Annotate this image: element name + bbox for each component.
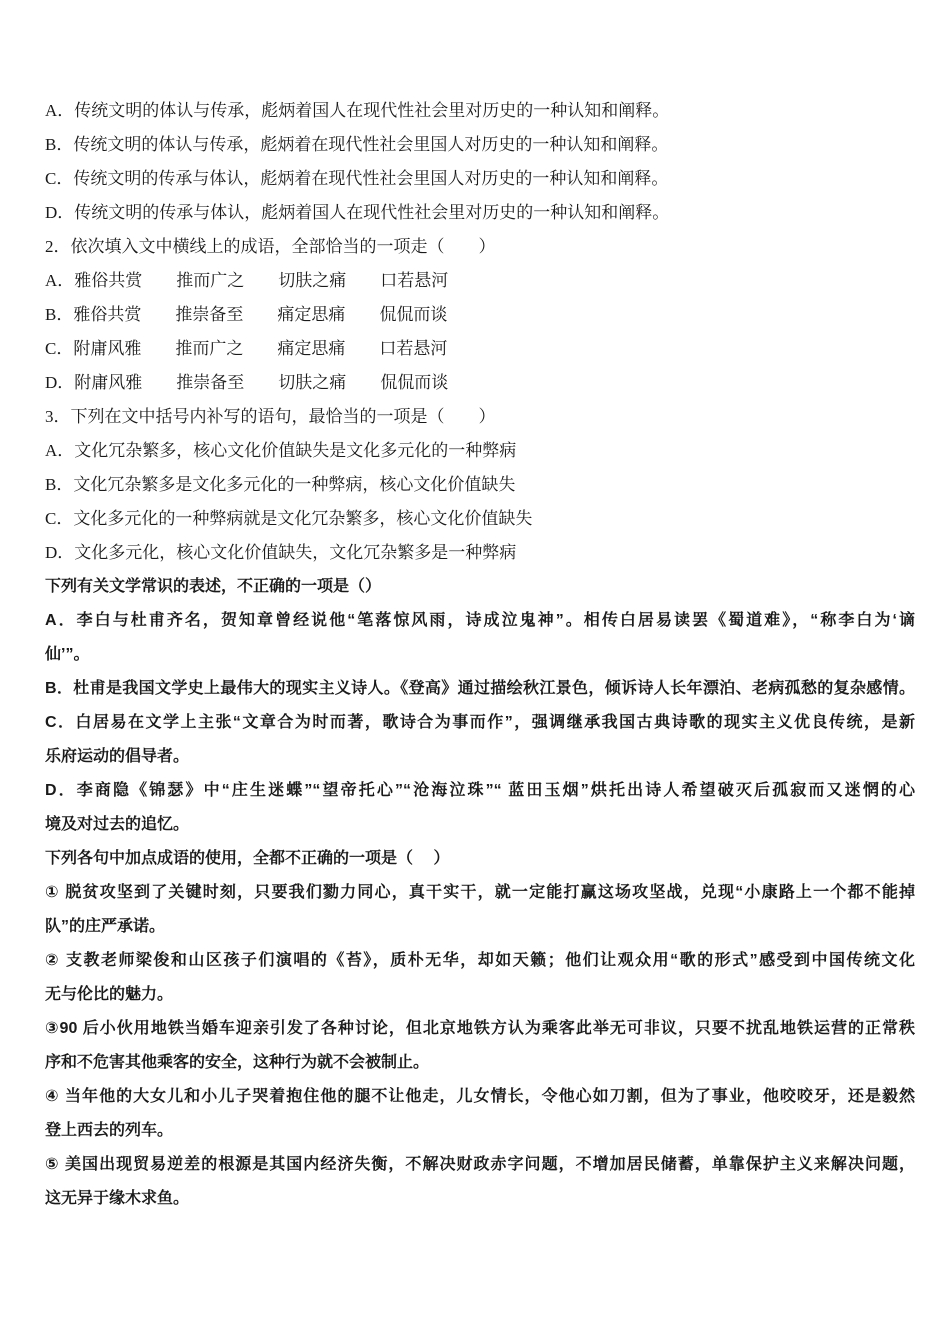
q3-option-b: B．文化冗杂繁多是文化多元化的一种弊病，核心文化价值缺失: [45, 475, 516, 494]
q5-item-3-line2: 序和不危害其他乘客的安全，这种行为就不会被制止。: [45, 1054, 430, 1071]
q1-option-a: A．传统文明的体认与传承，彪炳着国人在现代性社会里对历史的一种认知和阐释。: [45, 101, 670, 120]
q5-item-2-line1: ② 支教老师梁俊和山区孩子们演唱的《苔》，质朴无华，却如天籁；他们让观众用“歌的形式”感受到中国传统文化: [45, 952, 915, 969]
q5-item-1-line1: ① 脱贫攻坚到了关键时刻，只要我们勠力同心，真干实干，就一定能打赢这场攻坚战，兑现“小康路上一个都不能掉: [45, 884, 915, 901]
q3-stem: 3．下列在文中括号内补写的语句，最恰当的一项是（ ）: [45, 407, 496, 426]
q5-item-4-line1: ④ 当年他的大女儿和小儿子哭着抱住他的腿不让他走，儿女情长，令他心如刀割，但为了事业，他咬咬牙，还是毅然: [45, 1088, 915, 1105]
q4-option-a-line2: 仙’”。: [45, 646, 90, 663]
q4-option-c-line1: C．白居易在文学上主张“文章合为时而著，歌诗合为事而作”，强调继承我国古典诗歌的现实主义优良传统，是新: [45, 714, 915, 731]
q4-option-d-line2: 境及对过去的追忆。: [45, 816, 190, 833]
q5-item-5-line1: ⑤ 美国出现贸易逆差的根源是其国内经济失衡，不解决财政赤字问题，不增加居民储蓄，单靠保护主义来解决问题，: [45, 1156, 915, 1173]
q2-option-b: B．雅俗共赏 推崇备至 痛定思痛 侃侃而谈: [45, 305, 448, 324]
q5-stem: 下列各句中加点成语的使用，全都不正确的一项是（ ）: [45, 850, 450, 867]
q1-option-c: C．传统文明的传承与体认，彪炳着在现代性社会里国人对历史的一种认知和阐释。: [45, 169, 669, 188]
q2-option-a: A．雅俗共赏 推而广之 切肤之痛 口若悬河: [45, 271, 449, 290]
q4-option-a-line1: A．李白与杜甫齐名，贺知章曾经说他“笔落惊风雨，诗成泣鬼神”。相传白居易读罢《蜀道难》，“称李白为‘谪: [45, 612, 915, 629]
q2-stem: 2．依次填入文中横线上的成语，全部恰当的一项走（ ）: [45, 237, 496, 256]
q5-item-1-line2: 队”的庄严承诺。: [45, 918, 166, 935]
q5-item-2-line2: 无与伦比的魅力。: [45, 986, 174, 1003]
q1-option-d: D．传统文明的传承与体认，彪炳着国人在现代性社会里对历史的一种认知和阐释。: [45, 203, 670, 222]
q5-item-3-line1: ③90 后小伙用地铁当婚车迎亲引发了各种讨论，但北京地铁方认为乘客此举无可非议，只要不扰乱地铁运营的正常秩: [45, 1020, 915, 1037]
q4-option-c-line2: 乐府运动的倡导者。: [45, 748, 190, 765]
q1-option-b: B．传统文明的体认与传承，彪炳着在现代性社会里国人对历史的一种认知和阐释。: [45, 135, 669, 154]
q5-item-5-line2: 这无异于缘木求鱼。: [45, 1190, 190, 1207]
q3-option-c: C．文化多元化的一种弊病就是文化冗杂繁多，核心文化价值缺失: [45, 509, 533, 528]
q2-option-d: D．附庸风雅 推崇备至 切肤之痛 侃侃而谈: [45, 373, 449, 392]
q4-option-d-line1: D．李商隐《锦瑟》中“庄生迷蝶”“望帝托心”“沧海泣珠”“ 蓝田玉烟”烘托出诗人希望破灭后孤寂而又迷惘的心: [45, 782, 915, 799]
q4-stem: 下列有关文学常识的表述，不正确的一项是（）: [45, 578, 382, 595]
q5-item-4-line2: 登上西去的列车。: [45, 1122, 174, 1139]
q3-option-d: D．文化多元化，核心文化价值缺失，文化冗杂繁多是一种弊病: [45, 543, 517, 562]
q4-option-b: B．杜甫是我国文学史上最伟大的现实主义诗人。《登高》通过描绘秋江景色，倾诉诗人长年漂泊、老病孤愁的复杂感情。: [45, 680, 915, 697]
q3-option-a: A．文化冗杂繁多，核心文化价值缺失是文化多元化的一种弊病: [45, 441, 517, 460]
q2-option-c: C．附庸风雅 推而广之 痛定思痛 口若悬河: [45, 339, 448, 358]
